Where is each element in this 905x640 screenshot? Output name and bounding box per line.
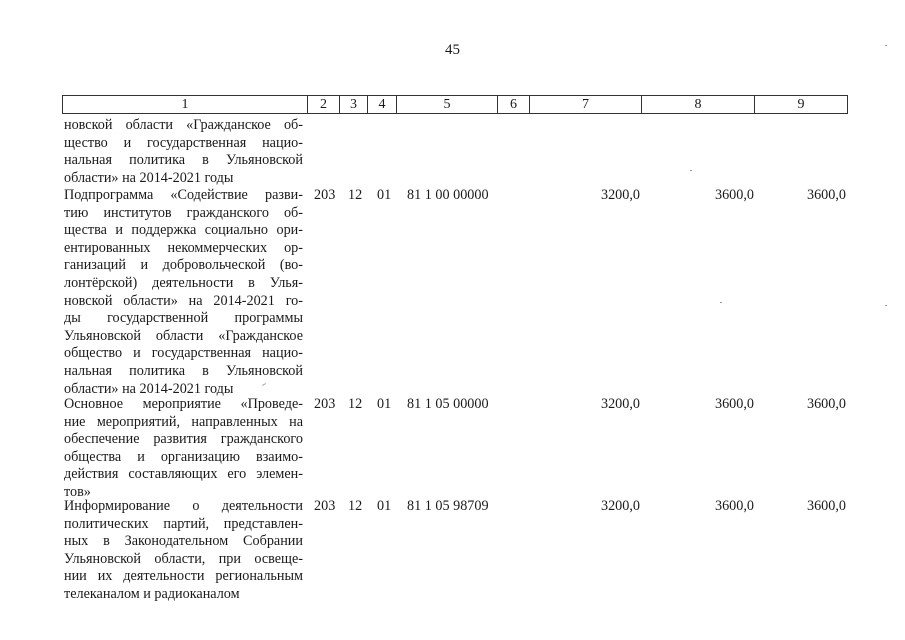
cell-col-4: 01	[377, 187, 392, 203]
header-col-1: 1	[62, 95, 308, 114]
cell-col-8: 3600,0	[714, 187, 754, 203]
description-line: Информирование о деятельности	[64, 498, 303, 514]
cell-col-8: 3600,0	[714, 396, 754, 412]
cell-col-5: 81 1 05 98709	[407, 498, 489, 514]
cell-col-9: 3600,0	[806, 187, 846, 203]
cell-col-9: 3600,0	[806, 498, 846, 514]
description-line: новской области «Гражданское об-	[64, 117, 303, 133]
description-line: области» на 2014-2021 годы	[64, 169, 234, 186]
description-line: лонтёрской) деятельности в Улья-	[64, 274, 303, 291]
cell-col-7: 3200,0	[600, 187, 640, 203]
header-col-2: 2	[307, 95, 340, 114]
description-line: ных в Законодательном Собрании	[64, 533, 303, 550]
cell-col-2: 203	[314, 187, 336, 203]
description-line: ентированных некоммерческих ор-	[64, 239, 303, 256]
description-line: Основное мероприятие «Проведе-	[64, 396, 303, 412]
description-line: обеспечение развития гражданского	[64, 431, 303, 448]
header-col-3: 3	[339, 95, 368, 114]
cell-col-7: 3200,0	[600, 396, 640, 412]
description-line: политических партий, представлен-	[64, 515, 303, 532]
description-line: нальная политика в Ульяновской	[64, 152, 303, 169]
cell-col-5: 81 1 00 00000	[407, 187, 489, 203]
header-col-8: 8	[641, 95, 755, 114]
description-line: ганизаций и добровольческой (во-	[64, 257, 303, 274]
table-row-description	[64, 117, 303, 187]
cell-col-9: 3600,0	[806, 396, 846, 412]
description-line: общества и организацию взаимо-	[64, 448, 303, 465]
description-line: тию институтов гражданского об-	[64, 204, 303, 221]
scan-speck	[690, 170, 692, 171]
description-line: тов»	[64, 483, 91, 500]
header-col-7: 7	[529, 95, 642, 114]
cell-col-8: 3600,0	[714, 498, 754, 514]
description-line: ды государственной программы	[64, 310, 303, 327]
scan-speck	[885, 305, 887, 306]
cell-col-4: 01	[377, 498, 392, 514]
cell-col-2: 203	[314, 396, 336, 412]
description-line: телеканалом и радиоканалом	[64, 585, 240, 602]
scan-speck	[885, 45, 887, 46]
description-line: области» на 2014-2021 годы	[64, 380, 234, 397]
cell-col-3: 12	[348, 187, 363, 203]
description-line: новской области» на 2014-2021 го-	[64, 292, 303, 309]
description-line: щества и поддержка социально ори-	[64, 222, 303, 239]
header-col-4: 4	[367, 95, 397, 114]
cell-col-3: 12	[348, 498, 363, 514]
cell-col-2: 203	[314, 498, 336, 514]
table-row-description	[64, 187, 303, 398]
header-col-6: 6	[497, 95, 530, 114]
scan-speck	[720, 302, 722, 303]
description-line: щество и государственная нацио-	[64, 134, 303, 151]
table-row-description	[64, 498, 303, 604]
description-line: Ульяновской области, при освеще-	[64, 550, 303, 567]
header-col-5: 5	[396, 95, 498, 114]
description-line: Ульяновской области «Гражданское	[64, 327, 303, 344]
page-number: 45	[445, 42, 460, 58]
description-line: ние мероприятий, направленных на	[64, 413, 303, 430]
description-line: нии их деятельности региональным	[64, 568, 303, 585]
description-line: общество и государственная нацио-	[64, 345, 303, 362]
description-line: Подпрограмма «Содействие разви-	[64, 187, 303, 203]
cell-col-4: 01	[377, 396, 392, 412]
description-line: действия составляющих его элемен-	[64, 466, 303, 483]
table-row-description	[64, 396, 303, 502]
cell-col-5: 81 1 05 00000	[407, 396, 489, 412]
cell-col-7: 3200,0	[600, 498, 640, 514]
description-line: нальная политика в Ульяновской	[64, 362, 303, 379]
header-col-9: 9	[754, 95, 848, 114]
cell-col-3: 12	[348, 396, 363, 412]
